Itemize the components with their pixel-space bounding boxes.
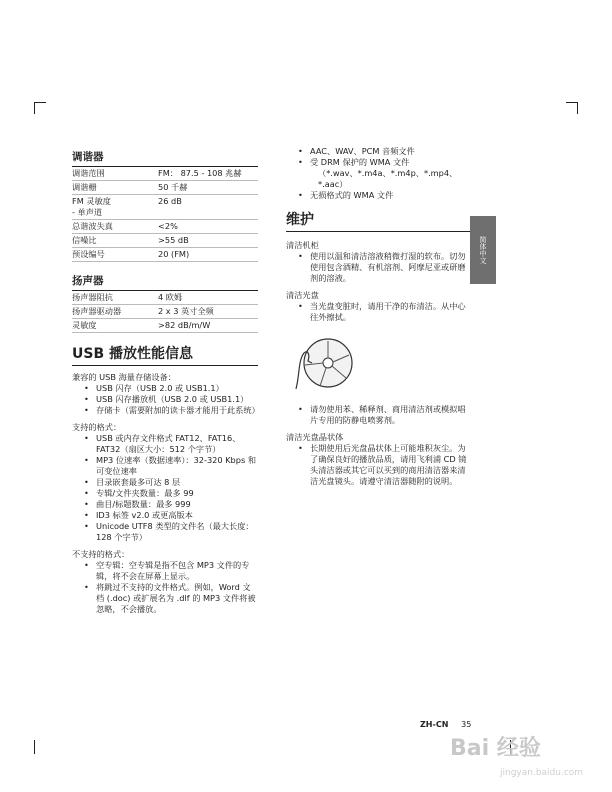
list-item: • 将跳过不支持的文件格式。例如，Word 文档 (.doc) 或扩展名为 .dlf 的 MP3 文件将被忽略，不会播放。 [72,582,258,615]
table-row: 信噪比 >55 dB [72,234,258,248]
list-item: • 使用以温和清洁溶液稍微打湿的软布。切勿使用包含酒精、有机溶剂、阿摩尼亚或研磨剂的溶液。 [286,251,470,284]
page-number: ZH-CN 35 [420,720,472,729]
cabinet-list [286,251,470,284]
crop-mark-tl-h [34,102,46,103]
cabinet-heading: 清洁机柜 [286,240,319,250]
watermark-url: jingyan.baidu.com [500,768,584,778]
list-item: • 曲目/标题数量：最多 999 [72,499,258,510]
unsupported-list [72,560,258,615]
table-row: 扬声器驱动器 2 x 3 英寸全频 [72,305,258,319]
lens-list [286,443,470,487]
table-row: 预设编号 20 (FM) [72,248,258,262]
list-item: • 存储卡（需要附加的读卡器才能用于此系统） [72,405,258,416]
crop-mark-tr-v [577,102,578,114]
table-row: 扬声器阻抗 4 欧姆 [72,291,258,305]
list-item: • ID3 标签 v2.0 或更高版本 [72,510,258,521]
list-item: • 空专辑：空专辑是指不包含 MP3 文件的专辑，将不会在屏幕上显示。 [72,560,258,582]
list-item: • AAC、WAV、PCM 音频文件 [286,146,470,157]
disc-list [286,301,470,323]
list-item: • 当光盘变脏时，请用干净的布清洁。从中心往外擦拭。 [286,301,470,323]
disc-cleaning-illustration-icon [290,333,360,393]
list-item: • USB 闪存（USB 2.0 或 USB1.1） [72,383,258,394]
usb-title: USB 播放性能信息 [72,349,258,366]
list-item: • 请勿使用苯、稀释剂、商用清洁剂或模拟唱片专用的防静电喷雾剂。 [286,404,470,426]
drm-sub-text: （*.wav、*.m4a、*.m4p、*.mp4、*.aac） [318,168,458,189]
list-item: • USB 或内存文件格式 FAT12、FAT16、FAT32（扇区大小：512 个字节） [72,433,258,455]
crop-mark-tl-v [34,102,35,114]
disc-heading: 清洁光盘 [286,290,319,300]
maintenance-title: 维护 [286,215,470,232]
watermark-brand: Bai 经验 [450,735,541,761]
list-item: • USB 闪存播放机（USB 2.0 或 USB1.1） [72,394,258,405]
table-row: 调谐栅 50 千赫 [72,181,258,195]
lens-heading: 清洁光盘晶状体 [286,432,344,442]
list-item: • 无损格式的 WMA 文件 [286,190,470,201]
list-item: • MP3 位速率（数据速率）：32-320 Kbps 和可变位速率 [72,455,258,477]
list-item: • 专辑/文件夹数量：最多 99 [72,488,258,499]
formats-list [72,433,258,543]
compatible-heading: 兼容的 USB 海量存储设备： [72,372,176,382]
table-row: 灵敏度 >82 dB/m/W [72,319,258,333]
right-column [286,146,470,487]
left-column [72,146,258,615]
tuner-table [72,167,258,262]
crop-mark-bl-v [34,740,35,754]
compatible-list [72,383,258,416]
table-row: 总谐波失真 <2% [72,220,258,234]
list-item: • 受 DRM 保护的 WMA 文件 （*.wav、*.m4a、*.m4p、*.mp4、*.aac） [286,157,470,190]
unsupported-heading: 不支持的格式： [72,549,130,559]
list-item: • 长期使用后光盘晶状体上可能堆积灰尘。为了确保良好的播放品质，请用飞利浦 CD 镜头清洁器或其它可以买到的商用清洁器来清洁光盘镜头。请遵守清洁器随附的说明。 [286,443,470,487]
speaker-title: 扬声器 [72,276,258,291]
formats-heading: 支持的格式： [72,422,122,432]
list-item: • 目录嵌套最多可达 8 层 [72,477,258,488]
table-row: 调谐范围 FM： 87.5 - 108 兆赫 [72,167,258,181]
disc-list-2 [286,404,470,426]
list-item: • Unicode UTF8 类型的文件名（最大长度：128 个字节） [72,521,258,543]
format-list-cont [286,146,470,201]
tuner-title: 调谐器 [72,152,258,167]
speaker-table [72,291,258,333]
watermark [450,722,600,770]
language-tab: 简体中文 [470,216,496,284]
table-row: FM 灵敏度 - 单声道 26 dB [72,195,258,220]
